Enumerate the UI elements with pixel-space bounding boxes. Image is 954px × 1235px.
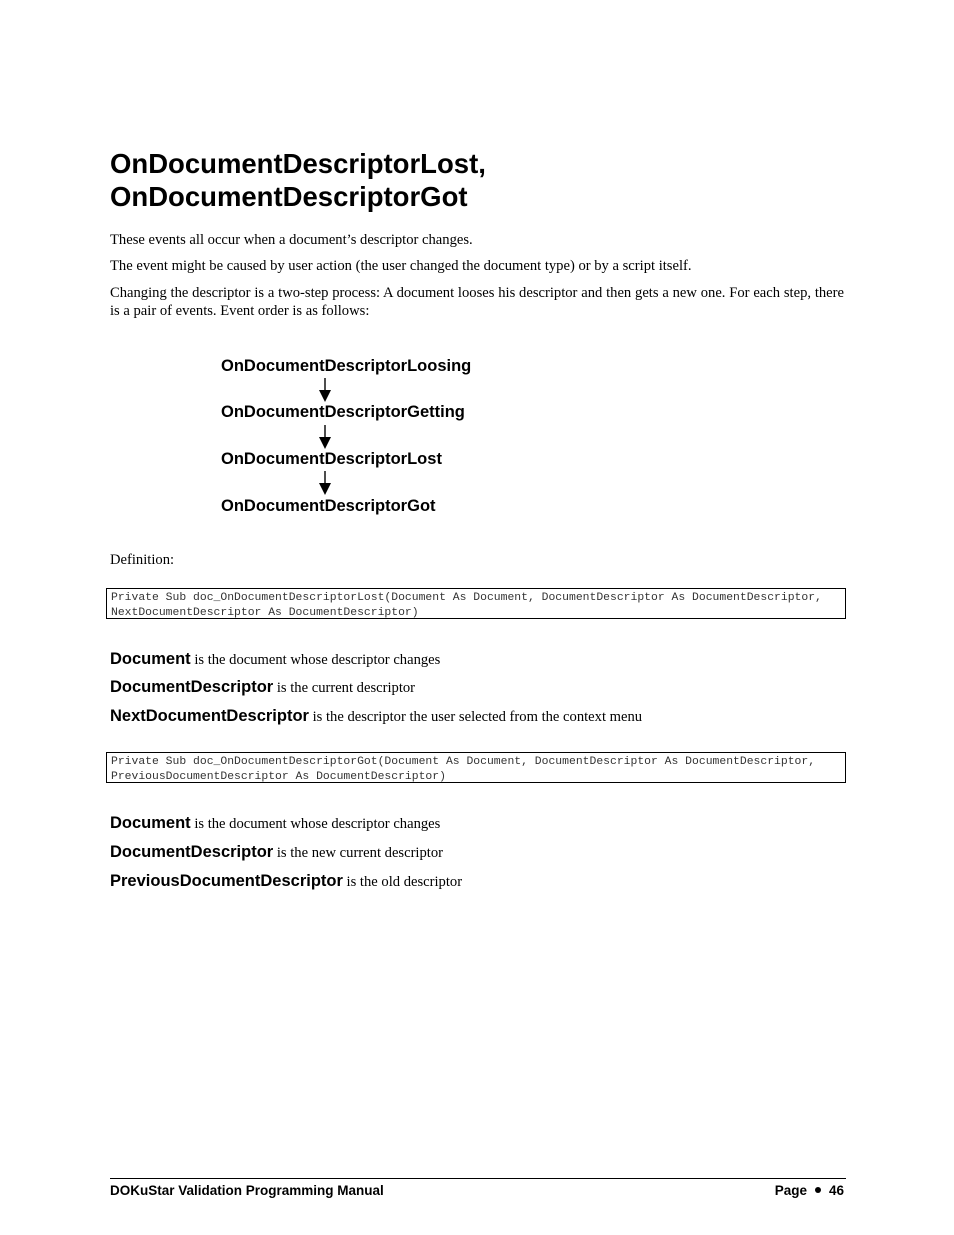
event-step-4: OnDocumentDescriptorGot (221, 497, 436, 515)
bullet-icon (815, 1187, 821, 1193)
title-line-2: OnDocumentDescriptorGot (110, 181, 468, 212)
intro-paragraph-1: These events all occur when a document’s descriptor changes. (110, 232, 473, 248)
lost-param-document (110, 649, 850, 670)
got-param-documentdescriptor (110, 842, 850, 863)
event-step-3: OnDocumentDescriptorLost (221, 450, 442, 468)
page-number: 46 (828, 1183, 844, 1198)
down-arrow-icon (317, 471, 333, 496)
got-param-document (110, 813, 850, 834)
got-signature-code: Private Sub doc_OnDocumentDescriptorGot(Document As Document, DocumentDescriptor As DocumentDescriptor, PreviousDocumentDescriptor As DocumentDescriptor) (106, 752, 846, 783)
footer-divider (110, 1178, 846, 1179)
param-name: DocumentDescriptor (110, 843, 274, 861)
definition-label: Definition: (110, 552, 175, 568)
page-title (110, 147, 850, 213)
got-param-previousdocumentdescriptor (110, 871, 850, 892)
event-step-1: OnDocumentDescriptorLoosing (221, 357, 472, 375)
intro-paragraph-2: The event might be caused by user action (the user changed the document type) or by a script itself. (110, 258, 692, 274)
param-description: is the document whose descriptor changes (190, 816, 441, 832)
lost-param-documentdescriptor (110, 677, 850, 698)
param-description: is the old descriptor (342, 874, 463, 890)
param-description: is the document whose descriptor changes (190, 652, 441, 668)
param-description: is the current descriptor (273, 680, 416, 696)
param-description: is the new current descriptor (273, 845, 443, 861)
event-step-2: OnDocumentDescriptorGetting (221, 403, 465, 421)
footer-manual-title: DOKuStar Validation Programming Manual (110, 1183, 384, 1198)
down-arrow-icon (317, 378, 333, 403)
param-description: is the descriptor the user selected from the context menu (308, 709, 643, 725)
page-footer (110, 1182, 844, 1200)
param-name: NextDocumentDescriptor (110, 707, 309, 725)
title-line-1: OnDocumentDescriptorLost, (110, 148, 486, 179)
param-name: Document (110, 650, 191, 668)
param-name: PreviousDocumentDescriptor (110, 872, 343, 890)
lost-signature-code: Private Sub doc_OnDocumentDescriptorLost(Document As Document, DocumentDescriptor As DocumentDescriptor, NextDocumentDescriptor As DocumentDescriptor) (106, 588, 846, 619)
down-arrow-icon (317, 425, 333, 450)
param-name: Document (110, 814, 191, 832)
param-name: DocumentDescriptor (110, 678, 274, 696)
lost-param-nextdocumentdescriptor (110, 706, 850, 727)
intro-paragraph-3: Changing the descriptor is a two-step process: A document looses his descriptor and then gets a new one. For each step, there is a pair of events. Event order is as follows: (110, 285, 844, 319)
page-label: Page (774, 1183, 807, 1198)
footer-page-number (775, 1182, 844, 1200)
